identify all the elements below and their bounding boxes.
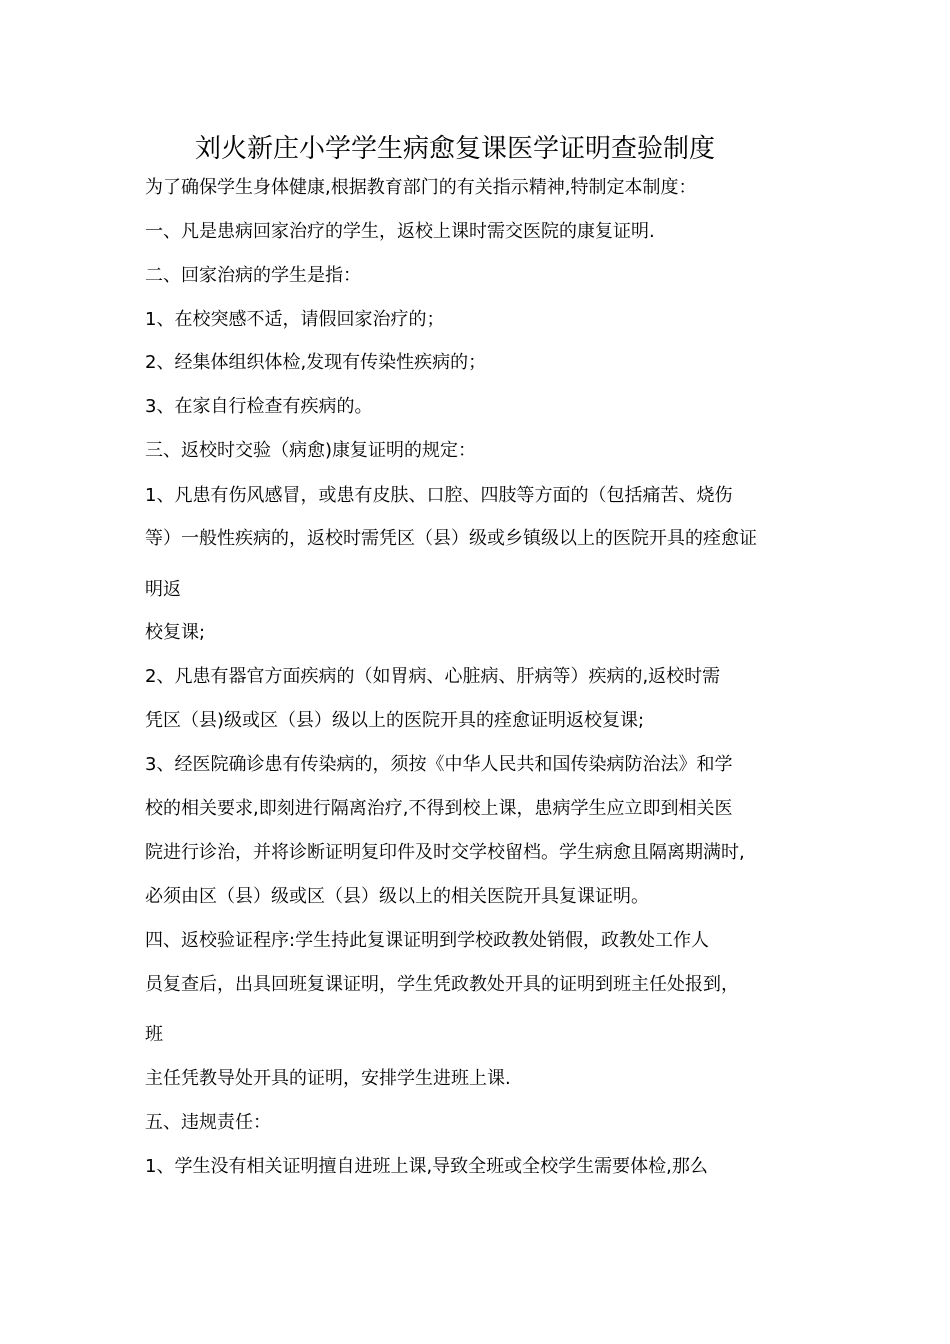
- paragraph-line-section-4a: 四、返校验证程序:学生持此复课证明到学校政教处销假，政教处工作人: [145, 930, 710, 951]
- paragraph-line-3-3d: 必须由区（县）级或区（县）级以上的相关医院开具复课证明。: [145, 886, 649, 907]
- paragraph-line-3-2a: 2、凡患有器官方面疾病的（如胃病、心脏病、肝病等）疾病的,返校时需: [145, 666, 721, 687]
- paragraph-line-2-3: 3、在家自行检查有疾病的。: [145, 396, 373, 417]
- paragraph-line-section-3: 三、返校时交验（病愈)康复证明的规定：: [145, 440, 477, 461]
- paragraph-line-3-2b: 凭区（县)级或区（县）级以上的医院开具的痊愈证明返校复课;: [145, 710, 645, 731]
- paragraph-line-2-2: 2、经集体组织体检,发现有传染性疾病的；: [145, 352, 487, 373]
- paragraph-line-2-1: 1、在校突感不适，请假回家治疗的；: [145, 309, 445, 330]
- paragraph-line-3-1a: 1、凡患有伤风感冒，或患有皮肤、口腔、四肢等方面的（包括痛苦、烧伤: [145, 485, 733, 506]
- paragraph-line-3-3c: 院进行诊治，并将诊断证明复印件及时交学校留档。学生病愈且隔离期满时,: [145, 842, 745, 863]
- paragraph-line-5-1: 1、学生没有相关证明擅自进班上课,导致全班或全校学生需要体检,那么: [145, 1156, 708, 1177]
- paragraph-line-3-1c: 明返: [145, 579, 181, 600]
- paragraph-line-3-3a: 3、经医院确诊患有传染病的，须按《中华人民共和国传染病防治法》和学: [145, 754, 733, 775]
- paragraph-line-section-1: 一、凡是患病回家治疗的学生，返校上课时需交医院的康复证明.: [145, 221, 655, 242]
- paragraph-line-3-1b: 等）一般性疾病的，返校时需凭区（县）级或乡镇级以上的医院开具的痊愈证: [145, 528, 757, 549]
- paragraph-line-section-4c: 班: [145, 1024, 163, 1045]
- document-title: 刘火新庄小学学生病愈复课医学证明查验制度: [194, 134, 715, 164]
- paragraph-line-intro: 为了确保学生身体健康,根据教育部门的有关指示精神,特制定本制度：: [145, 177, 697, 198]
- paragraph-line-3-3b: 校的相关要求,即刻进行隔离治疗,不得到校上课，患病学生应立即到相关医: [145, 798, 733, 819]
- paragraph-line-section-4b: 员复查后，出具回班复课证明，学生凭政教处开具的证明到班主任处报到，: [145, 974, 739, 995]
- paragraph-line-section-4d: 主任凭教导处开具的证明，安排学生进班上课.: [145, 1068, 511, 1089]
- paragraph-line-3-1d: 校复课;: [145, 622, 206, 643]
- paragraph-line-section-5: 五、违规责任：: [145, 1112, 271, 1133]
- paragraph-line-section-2: 二、回家治病的学生是指：: [145, 265, 361, 286]
